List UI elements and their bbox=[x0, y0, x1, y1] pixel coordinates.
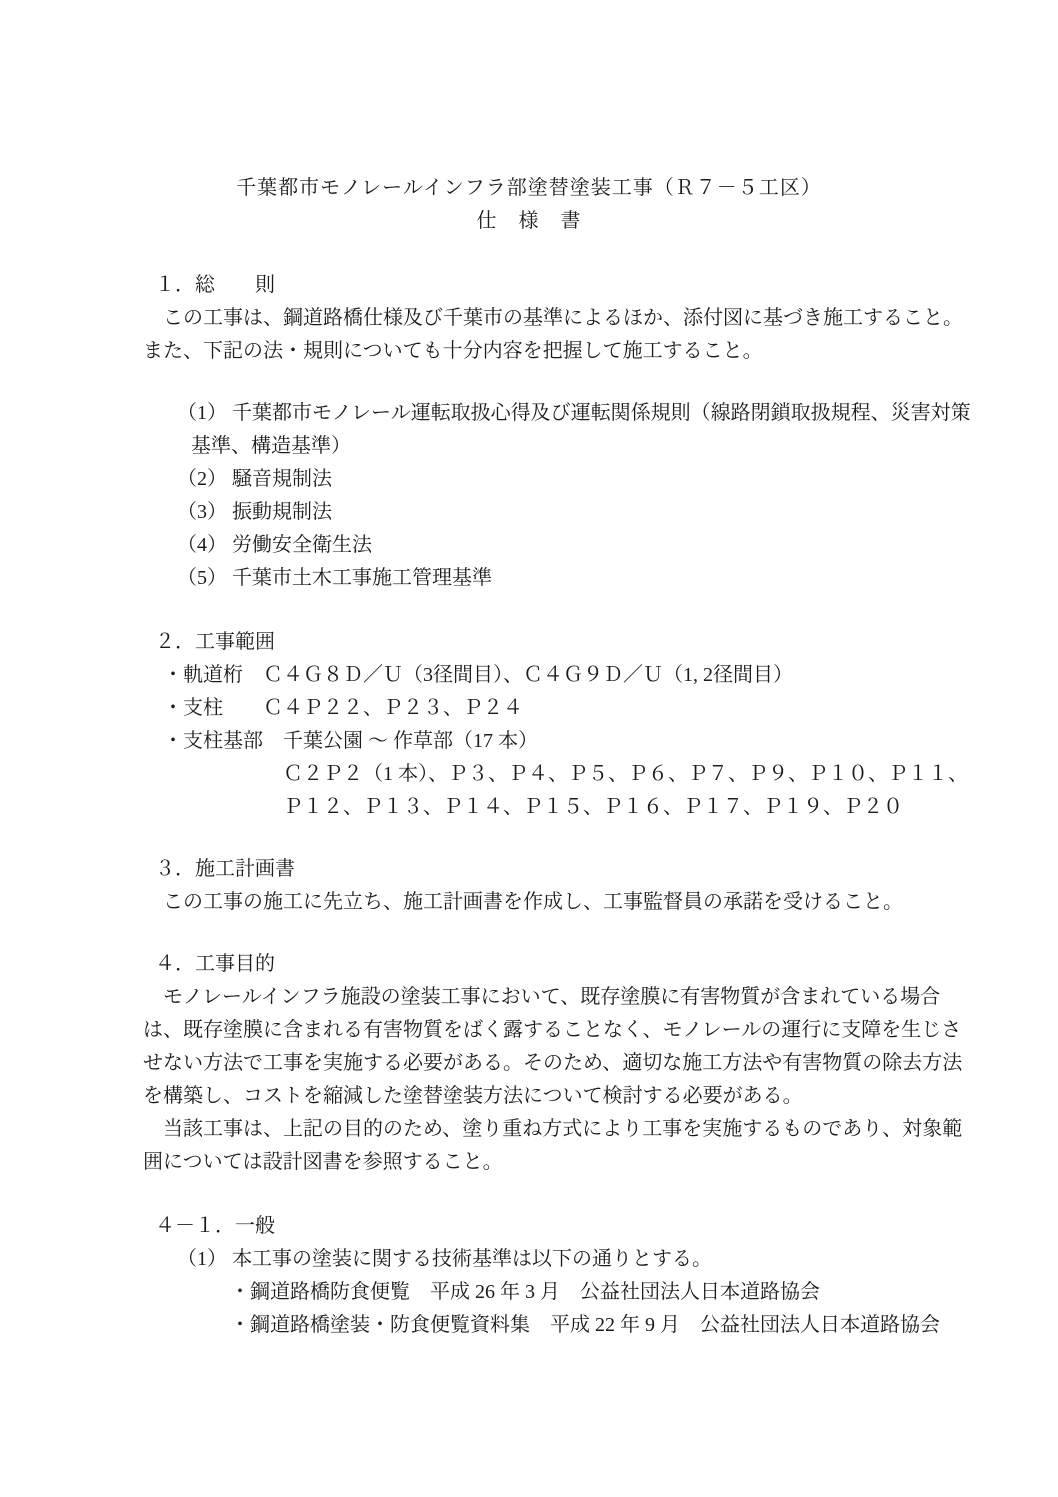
doc-title: 千葉都市モノレールインフラ部塗替塗装工事（Ｒ７－５工区） bbox=[236, 177, 822, 199]
regulation-item-2: （2） 騒音規制法 bbox=[177, 468, 332, 490]
section-4-body-line: を構築し、コストを縮減した塗替塗装方法について検討する必要がある。 bbox=[143, 1085, 803, 1107]
reference-standard-line: ・鋼道路橋塗装・防食便覧資料集 平成 22 年 9 月 公益社団法人日本道路協会 bbox=[230, 1314, 940, 1336]
section-4-body-line: 囲については設計図書を参照すること。 bbox=[143, 1151, 503, 1173]
regulation-item-5: （5） 千葉市土木工事施工管理基準 bbox=[177, 567, 492, 589]
pier-list-line: Ｐ１２、Ｐ１３、Ｐ１４、Ｐ１５、Ｐ１６、Ｐ１７、Ｐ１９、Ｐ２０ bbox=[283, 796, 903, 818]
regulation-item-4: （4） 労働安全衛生法 bbox=[177, 534, 372, 556]
section-4-body-line: は、既存塗膜に含まれる有害物質をばく露することなく、モノレールの運行に支障を生じさ bbox=[143, 1019, 962, 1041]
scope-bullet-pillar: ・支柱 Ｃ４Ｐ２２、Ｐ２３、Ｐ２４ bbox=[163, 697, 523, 719]
reference-standard-line: ・鋼道路橋防食便覧 平成 26 年 3 月 公益社団法人日本道路協会 bbox=[230, 1281, 820, 1303]
section-4-body-line: せない方法で工事を実施する必要がある。そのため、適切な施工方法や有害物質の除去方法 bbox=[143, 1052, 963, 1074]
pier-list-line: Ｃ２Ｐ２（1 本）、Ｐ３、Ｐ４、Ｐ５、Ｐ６、Ｐ７、Ｐ９、Ｐ１０、Ｐ１１、 bbox=[283, 763, 968, 785]
regulation-item-1-continuation: 基準、構造基準） bbox=[191, 435, 351, 457]
section-1-heading: １．総 則 bbox=[155, 274, 275, 296]
scope-bullet-track-girder: ・軌道桁 Ｃ４Ｇ８Ｄ／Ｕ（3径間目）、Ｃ４Ｇ９Ｄ／Ｕ（1, 2径間目） bbox=[163, 664, 793, 686]
section-3-heading: ３．施工計画書 bbox=[155, 858, 295, 880]
section-2-heading: ２．工事範囲 bbox=[155, 631, 275, 653]
doc-subtitle: 仕 様 書 bbox=[476, 210, 582, 232]
section-1-body-line: また、下記の法・規則についても十分内容を把握して施工すること。 bbox=[143, 340, 763, 362]
section-4-heading: ４．工事目的 bbox=[155, 953, 275, 975]
section-4-1-heading: ４－１．一般 bbox=[155, 1215, 275, 1237]
scope-bullet-pillar-base: ・支柱基部 千葉公園 ～ 作草部（17 本） bbox=[163, 730, 538, 752]
regulation-item-3: （3） 振動規制法 bbox=[177, 501, 332, 523]
section-1-body-line: この工事は、鋼道路橋仕様及び千葉市の基準によるほか、添付図に基づき施工すること。 bbox=[163, 307, 963, 329]
section-4-body-line: モノレールインフラ施設の塗装工事において、既存塗膜に有害物質が含まれている場合 bbox=[163, 986, 941, 1008]
regulation-item-1: （1） 千葉都市モノレール運転取扱心得及び運転関係規則（線路閉鎖取扱規程、災害対策 bbox=[177, 402, 971, 424]
section-4-1-item-1: （1） 本工事の塗装に関する技術基準は以下の通りとする。 bbox=[177, 1248, 712, 1270]
section-4-body-line: 当該工事は、上記の目的のため、塗り重ね方式により工事を実施するものであり、対象範 bbox=[163, 1118, 963, 1140]
section-3-body-line: この工事の施工に先立ち、施工計画書を作成し、工事監督員の承諾を受けること。 bbox=[163, 891, 903, 913]
